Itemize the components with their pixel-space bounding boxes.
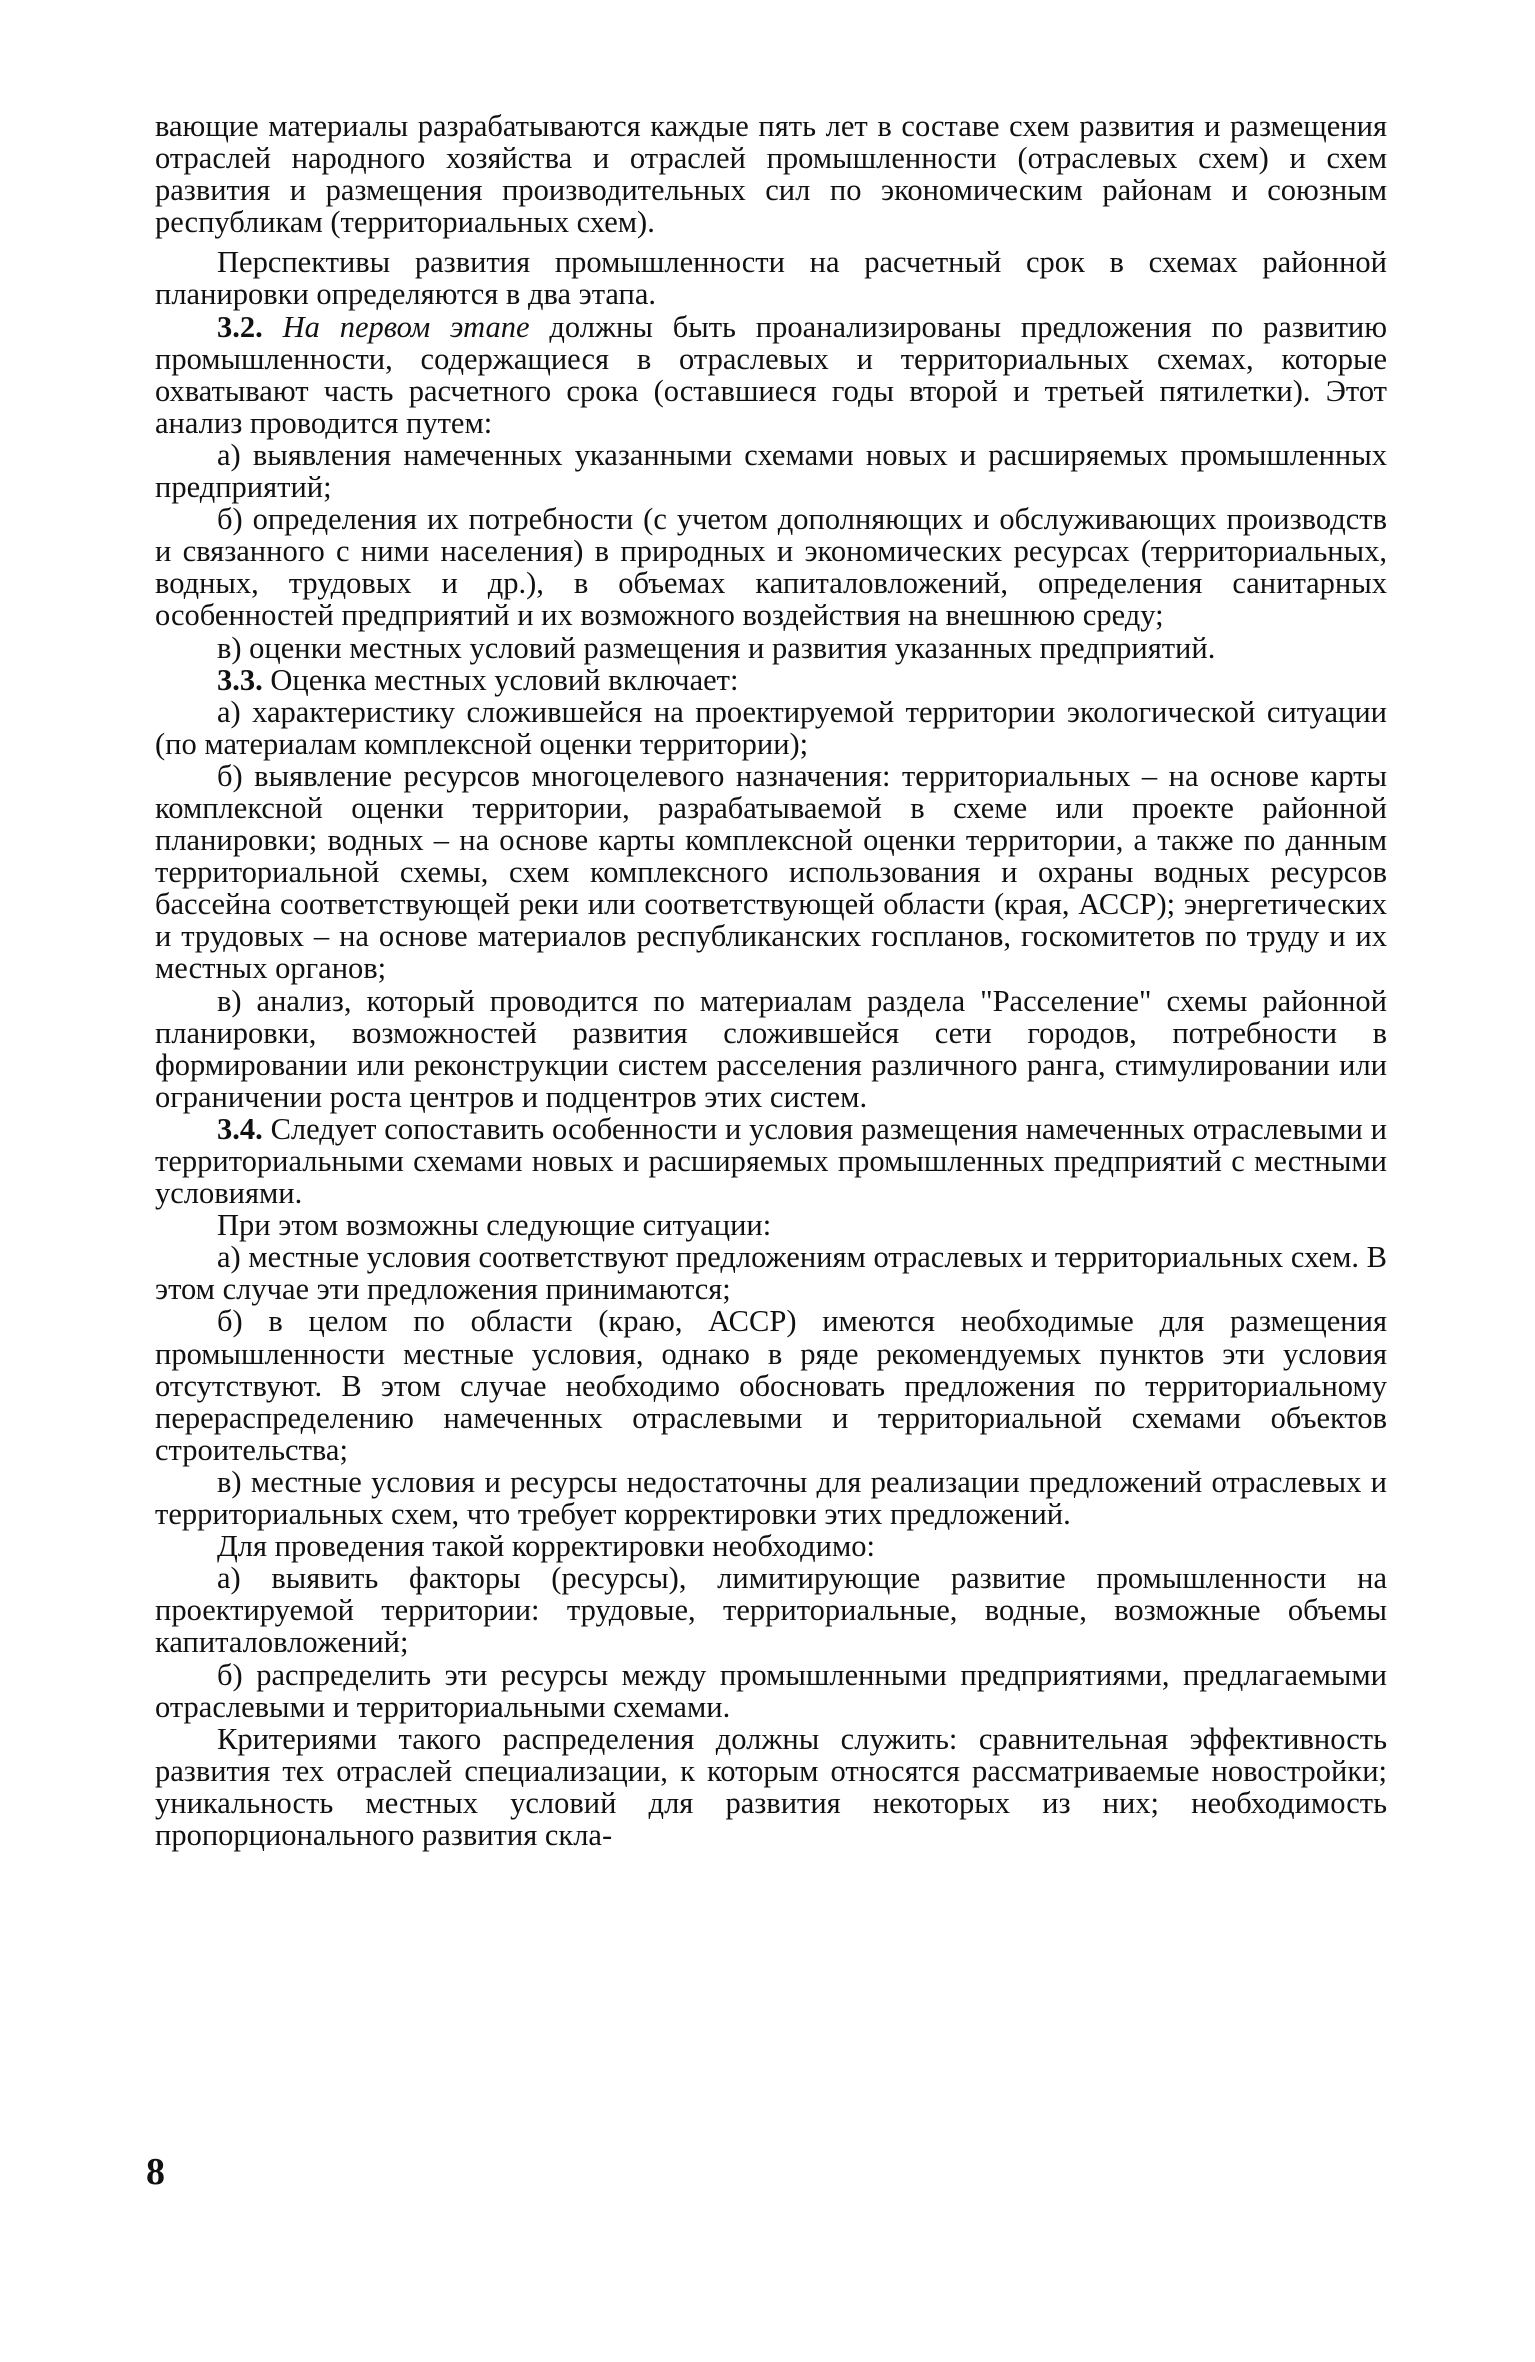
paragraph-2: [155, 311, 1387, 439]
paragraph-4: б) определения их потребности (с учетом дополняющих и обслуживающих производств и связанного с ними населения) в природных и экономических ресурсах (территориальных, водных, трудовых и др.), в объемах капиталовложений, определения санитарных особенностей предприятий и их возможного воздействия на внешнюю среду;: [155, 502, 1387, 633]
paragraph-8: б) выявление ресурсов многоцелевого назначения: территориальных – на основе карты комплексной оценки территории, разрабатываемой в схеме или проекте районной планировки; водных – на основе карты комплексной оценки территории, а также по данным территориальной схемы, схем комплексного использования и охраны водных ресурсов бассейна соответствующей реки или соответствующей области (края, АССР); энергетических и трудовых – на основе материалов республиканских госпланов, госкомитетов по труду и их местных органов;: [155, 758, 1387, 986]
paragraph-3: а) выявления намеченных указанными схемами новых и расширяемых промышленных предприятий;: [155, 437, 1387, 505]
section-number: 3.2.: [217, 309, 263, 344]
paragraph-text: Следует сопоставить особенности и условия размещения намеченных отраслевыми и территориальными схемами новых и расширяемых промышленных предприятий с местными условиями.: [155, 1111, 1388, 1211]
page-number: 8: [146, 2151, 165, 2193]
paragraph-11: При этом возможны следующие ситуации:: [217, 1208, 772, 1243]
paragraph-10: [155, 1113, 1387, 1209]
paragraph-9: в) анализ, который проводится по материалам раздела "Расселение" схемы районной планировки, возможностей развития сложившейся сети городов, потребности в формировании или реконструкции систем расселения различного ранга, стимулировании или ограничении роста центров и подцентров этих систем.: [155, 983, 1387, 1114]
paragraph-text: должны быть проанализированы предложения по развитию промышленности, содержащиеся в отраслевых и территориальных схемах, которые охватывают часть расчетного срока (оставшиеся годы второй и третьей пятилетки). Этот анализ проводится путем:: [155, 309, 1388, 440]
paragraph-17: б) распределить эти ресурсы между промышленными предприятиями, предлагаемыми отраслевыми и территориальными схемами.: [155, 1657, 1387, 1724]
paragraph-16: а) выявить факторы (ресурсы), лимитирующие развитие промышленности на проектируемой территории: трудовые, территориальные, водные, возможные объемы капиталовложений;: [155, 1561, 1387, 1660]
paragraph-0: вающие материалы разрабатываются каждые пять лет в составе схем развития и размещения отраслей народного хозяйства и отраслей промышленности (отраслевых схем) и схем развития и размещения производительных сил по экономическим районам и союзным республикам (территориальных схем).: [155, 109, 1387, 240]
paragraph-18: Критериями такого распределения должны служить: сравнительная эффективность развития тех отраслей специализации, к которым относятся рассматриваемые новостройки; уникальность местных условий для развития некоторых из них; необходимость пропорционального развития скла-: [155, 1721, 1387, 1852]
body-text: [155, 110, 1387, 1851]
section-number: 3.3.: [217, 662, 263, 697]
paragraph-1: Перспективы развития промышленности на расчетный срок в схемах районной планировки определяются в два этапа.: [155, 245, 1387, 312]
paragraph-15: Для проведения такой корректировки необходимо:: [217, 1529, 875, 1564]
paragraph-6: [155, 664, 1387, 696]
paragraph-5: в) оценки местных условий размещения и развития указанных предприятий.: [217, 630, 1216, 665]
paragraph-12: а) местные условия соответствуют предложениям отраслевых и территориальных схем. В этом случае эти предложения принимаются;: [155, 1240, 1387, 1307]
paragraph-lead: На первом этапе: [282, 309, 530, 344]
paragraph-7: а) характеристику сложившейся на проектируемой территории экологической ситуации (по материалам комплексной оценки территории);: [155, 694, 1387, 761]
paragraph-text: Оценка местных условий включает:: [270, 662, 739, 697]
section-number: 3.4.: [217, 1111, 263, 1146]
paragraph-14: в) местные условия и ресурсы недостаточны для реализации предложений отраслевых и территориальных схем, что требует корректировки этих предложений.: [155, 1464, 1387, 1532]
paragraph-13: б) в целом по области (краю, АССР) имеются необходимые для размещения промышленности местные условия, однако в ряде рекомендуемых пунктов эти условия отсутствуют. В этом случае необходимо обосновать предложения по территориальному перераспределению намеченных отраслевыми и территориальной схемами объектов строительства;: [155, 1304, 1387, 1467]
